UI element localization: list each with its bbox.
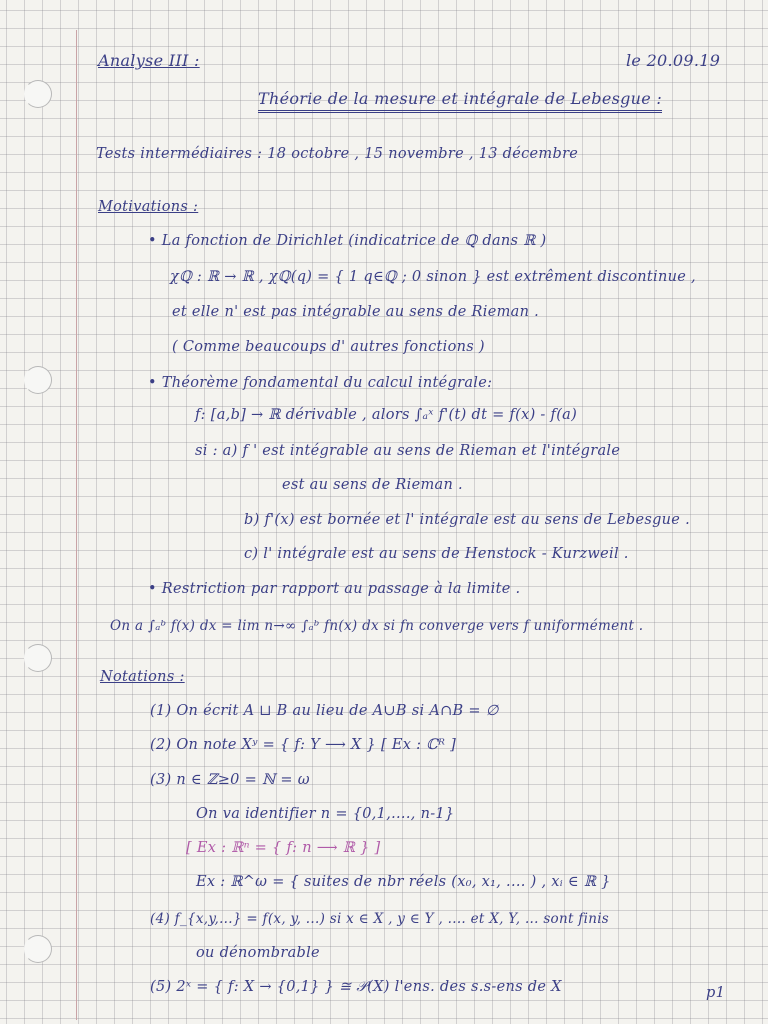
- motivation-line: χℚ : ℝ → ℝ , χℚ(q) = { 1 q∈ℚ ; 0 sinon } est extrêment discontinue ,: [170, 269, 696, 285]
- motivation-line: b) f'(x) est bornée et l' intégrale est au sens de Lebesgue .: [244, 512, 690, 528]
- date: le 20.09.19: [626, 51, 721, 70]
- motivation-line: • La fonction de Dirichlet (indicatrice de ℚ dans ℝ ): [148, 233, 547, 249]
- notation-example: Ex : ℝ^ω = { suites de nbr réels (x₀, x₁, .... ) , xᵢ ∈ ℝ }: [196, 874, 611, 890]
- binder-hole: [24, 935, 52, 963]
- notation-line: (1) On écrit A ⊔ B au lieu de A∪B si A∩B = ∅: [150, 703, 499, 719]
- page-number: p1: [706, 985, 726, 1001]
- tests-line: Tests intermédiaires : 18 octobre , 15 novembre , 13 décembre: [96, 146, 579, 162]
- notation-line: On va identifier n = {0,1,...., n-1}: [196, 806, 455, 822]
- binder-hole: [24, 644, 52, 672]
- notation-line: (4) f_{x,y,...} = f(x, y, ...) si x ∈ X , y ∈ Y , .... et X, Y, ... sont finis: [150, 911, 610, 927]
- motivation-line: • Théorème fondamental du calcul intégrale:: [148, 375, 493, 391]
- motivation-line: et elle n' est pas intégrable au sens de Rieman .: [172, 304, 540, 320]
- course-title: Analyse III :: [98, 51, 200, 70]
- motivation-line: f: [a,b] → ℝ dérivable , alors ∫ₐˣ f'(t) dt = f(x) - f(a): [195, 407, 578, 423]
- motivation-line: c) l' intégrale est au sens de Henstock - Kurzweil .: [244, 546, 629, 562]
- binder-hole: [24, 366, 52, 394]
- notation-line: ou dénombrable: [196, 945, 320, 961]
- motivation-line: est au sens de Rieman .: [282, 477, 463, 493]
- notations-heading: Notations :: [100, 669, 185, 685]
- notation-line: (3) n ∈ ℤ≥0 = ℕ = ω: [150, 772, 310, 788]
- binder-hole: [24, 80, 52, 108]
- motivation-line: ( Comme beaucoups d' autres fonctions ): [172, 339, 485, 355]
- notation-line: (2) On note Xʸ = { f: Y ⟶ X } [ Ex : ℂᴿ ]: [150, 737, 457, 753]
- notation-example: [ Ex : ℝⁿ = { f: n ⟶ ℝ } ]: [186, 840, 381, 856]
- motivations-heading: Motivations :: [98, 199, 199, 215]
- motivation-line: • Restriction par rapport au passage à la limite .: [148, 581, 521, 597]
- motivation-line: On a ∫ₐᵇ f(x) dx = lim n→∞ ∫ₐᵇ fn(x) dx si fn converge vers f uniformément .: [110, 618, 644, 634]
- motivation-line: si : a) f ' est intégrable au sens de Rieman et l'intégrale: [195, 443, 621, 459]
- page-title: Théorie de la mesure et intégrale de Lebesgue :: [258, 90, 662, 113]
- margin-line: [76, 30, 77, 1020]
- notation-line: (5) 2ˣ = { f: X → {0,1} } ≅ 𝒫(X) l'ens. des s.s-ens de X: [150, 979, 562, 995]
